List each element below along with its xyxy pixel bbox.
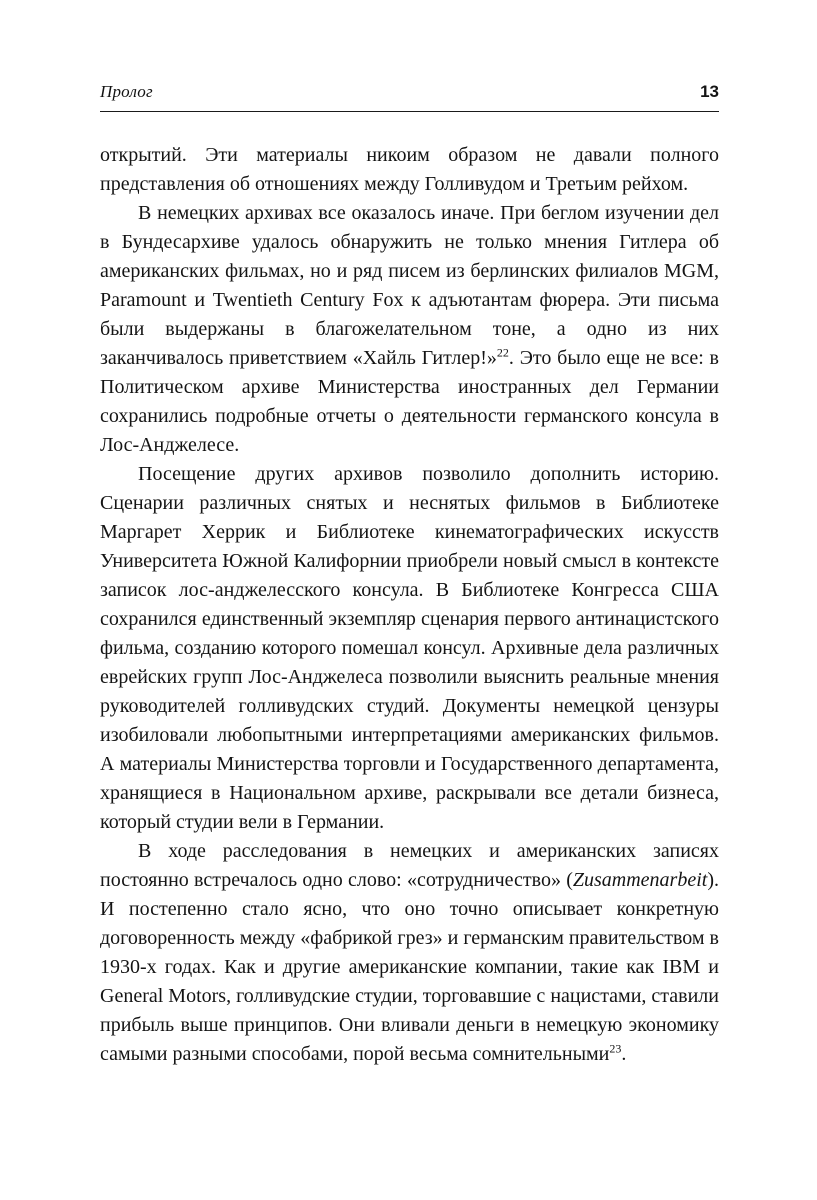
foreign-term-italic: Zusammenarbeit [572, 869, 708, 891]
paragraph-4-text: В ходе расследования в немецких и американских записях постоянно встречалось одно слово: «сотрудничество» ( [100, 840, 719, 891]
footnote-ref-23: 23 [609, 1041, 622, 1056]
paragraph-4-text-end: . [621, 1043, 627, 1065]
footnote-ref-22: 22 [496, 345, 509, 360]
paragraph-2 [100, 199, 719, 460]
paragraph-2-text: В немецких архивах все оказалось иначе. При беглом изучении дел в Бундесархиве удалось обнаружить не только мнения Гитлера об американских фильмах, но и ряд писем из берлинских филиалов MGM, Paramount и Twentieth Century Fox к адъютантам фюрера. Эти письма были выдержаны в благожелательном тоне, а одно из них заканчивалось приветствием «Хайль Гитлер!» [100, 202, 719, 369]
paragraph-4-text-continued: ). И постепенно стало ясно, что оно точно описывает конкретную договоренность между «фабрикой грез» и германским правительством в 1930-х годах. Как и другие американские компании, такие как IBM и General Motors, голливудские студии, торговавшие с нацистами, ставили прибыль выше принципов. Они вливали деньги в немецкую экономику самыми разными способами, порой весьма сомнительными [100, 869, 719, 1065]
paragraph-1-text: открытий. Эти материалы никоим образом не давали полного представления об отношениях между Голливудом и Третьим рейхом. [100, 144, 719, 195]
paragraph-3-text: Посещение других архивов позволило дополнить историю. Сценарии различных снятых и неснятых фильмов в Библиотеке Маргарет Херрик и Библиотеке кинематографических искусств Университета Южной Калифорнии приобрели новый смысл в контексте записок лос-анджелесского консула. В Библиотеке Конгресса США сохранился единственный экземпляр сценария первого антинацистского фильма, созданию которого помешал консул. Архивные дела различных еврейских групп Лос-Анджелеса позволили выяснить реальные мнения руководителей голливудских студий. Документы немецкой цензуры изобиловали любопытными интерпретациями американских фильмов. А материалы Министерства торговли и Государственного департамента, хранящиеся в Национальном архиве, раскрывали все детали бизнеса, который студии вели в Германии. [100, 463, 719, 833]
paragraph-4 [100, 837, 719, 1069]
header-rule [100, 111, 719, 112]
page-header [100, 82, 719, 102]
running-head-title: Пролог [100, 82, 153, 101]
page-body [100, 141, 719, 1069]
paragraph-1 [100, 141, 719, 199]
paragraph-3 [100, 460, 719, 837]
paragraph-2-text-continued: . Это было еще не все: в Политическом архиве Министерства иностранных дел Германии сохранились подробные отчеты о деятельности германского консула в Лос-Анджелесе. [100, 347, 719, 456]
page-number: 13 [700, 82, 719, 101]
